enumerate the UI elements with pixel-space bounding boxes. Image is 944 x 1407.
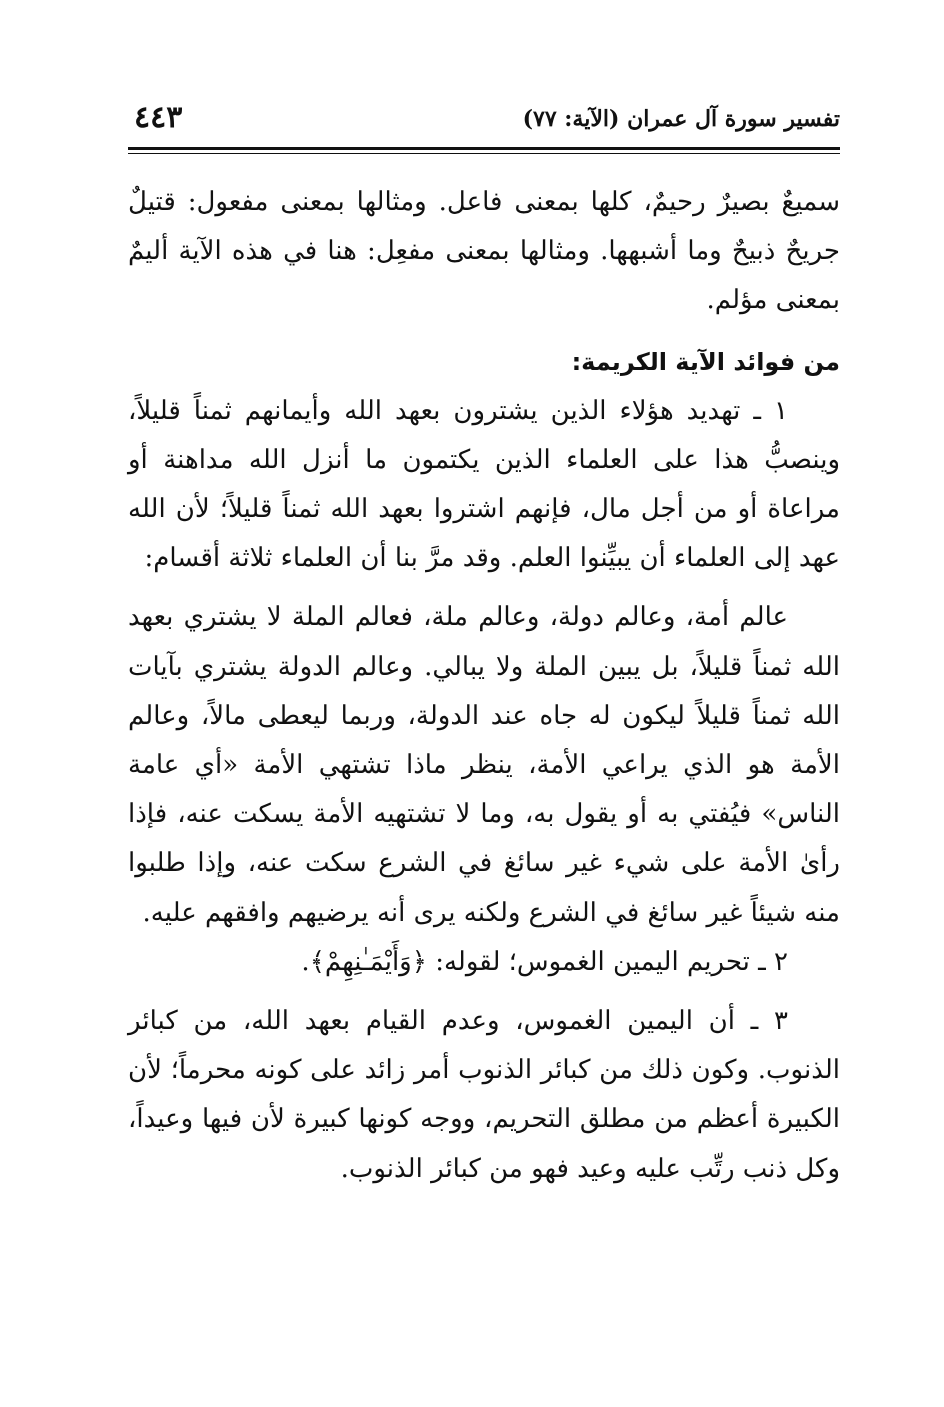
page-body [128, 178, 840, 1194]
header-rule-thin [128, 153, 840, 154]
header-rule-thick [128, 147, 840, 150]
point-2-end: . [301, 946, 310, 977]
page-header [128, 100, 840, 144]
benefit-point-2 [128, 938, 840, 987]
paragraph-scholars: عالم أمة، وعالم دولة، وعالم ملة، فعالم الملة لا يشتري بعهد الله ثمناً قليلاً، بل يبين الملة ولا يبالي. وعالم الدولة يشتري بآيات الله ثمناً قليلاً ليكون له جاه عند الدولة، وربما ليعطى مالاً، وعالم الأمة هو الذي يراعي الأمة، ينظر ماذا تشتهي الأمة «أي عامة الناس» فيُفتي به أو يقول به، وما لا تشتهيه الأمة يسكت عنه، فإذا رأىٰ الأمة على شيء غير سائغ في الشرع سكت عنه، وإذا طلبوا منه شيئاً غير سائغ في الشرع ولكنه يرى أنه يرضيهم وافقهم عليه. [128, 602, 840, 928]
paragraph-intro: سميعٌ بصيرٌ رحيمٌ، كلها بمعنى فاعل. ومثالها بمعنى مفعول: قتيلٌ جريحٌ ذبيحٌ وما أشبهها. ومثالها بمعنى مفعِل: هنا في هذه الآية أليمٌ بمعنى مؤلم. [128, 187, 840, 316]
section-heading: من فوائد الآية الكريمة: [571, 347, 840, 376]
benefit-point-1: ١ ـ تهديد هؤلاء الذين يشترون بعهد الله وأيمانهم ثمناً قليلاً، وينصبُّ هذا على العلماء الذين يكتمون ما أنزل الله مداهنة أو مراعاة أو من أجل مال، فإنهم اشتروا بعهد الله ثمناً قليلاً؛ لأن الله عهد إلى العلماء أن يبيِّنوا العلم. وقد مرَّ بنا أن العلماء ثلاثة أقسام: [128, 395, 840, 574]
running-title: تفسير سورة آل عمران (الآية: ٧٧) [522, 106, 840, 132]
page-number: ٤٤٣ [134, 100, 183, 135]
benefit-point-3: ٣ ـ أن اليمين الغموس، وعدم القيام بعهد الله، من كبائر الذنوب. وكون ذلك من كبائر الذنوب أمر زائد على كونه محرماً؛ لأن الكبيرة أعظم من مطلق التحريم، ووجه كونها كبيرة لأن فيها وعيداً، وكل ذنب رتِّب عليه وعيد فهو من كبائر الذنوب. [128, 1006, 840, 1184]
point-2-text: ٢ ـ تحريم اليمين الغموس؛ لقوله: [435, 946, 788, 977]
quran-quote: ﴿وَأَيْمَـٰنِهِمْ﴾ [309, 946, 427, 977]
